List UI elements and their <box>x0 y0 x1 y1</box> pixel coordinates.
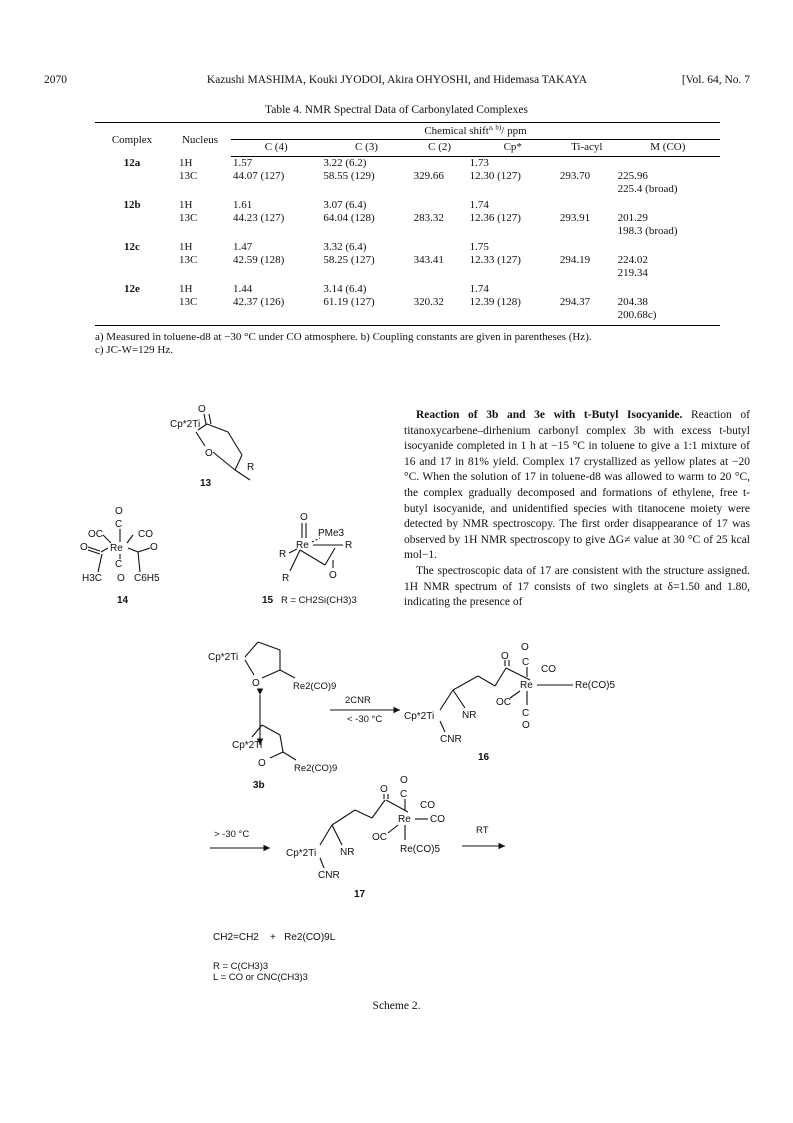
cell-c4: 42.59 (128) <box>233 254 285 266</box>
svg-text:O: O <box>329 570 337 581</box>
cell-tiacyl: 293.91 <box>559 212 591 224</box>
svg-text:O: O <box>522 720 530 731</box>
svg-text:O: O <box>380 784 388 795</box>
compound-label: 3b <box>253 780 265 791</box>
cell-nucleus: 13C <box>179 170 198 182</box>
cell-nucleus: 13C <box>179 296 198 308</box>
svg-text:O: O <box>300 512 308 523</box>
compound-13 <box>170 404 254 489</box>
paragraph: Reaction of 3b and 3e with t-Butyl Isocyanide. Reaction of titanoxycarbene–dirhenium carbonyl complex 3b with excess t-butyl isocyanide completed in 1 h at −15 °C in toluene to give a 1:1 mixture of 16 and 17 in 81% yield. Complex 17 crystallized as yellow plates at −20 °C. When the solution of 17 in toluene-d8 was allowed to warm to 20 °C, the complex gradually decomposed and formations of ethylene, free t-butyl isocyanide, and unidentified species with titanocene moiety were detected by NMR spectroscopy. The first order disappearance of 17 was observed by 1H NMR spectroscopy to give ΔG≠ value at 30 °C of 25 kcal mol−1. <box>404 409 750 562</box>
svg-text:CNR: CNR <box>318 870 340 881</box>
compound-16 <box>404 642 615 763</box>
r-definition: R = C(CH3)3 <box>213 961 269 972</box>
cell-complex: 12b <box>123 199 141 211</box>
table-caption: Table 4. NMR Spectral Data of Carbonylated Complexes <box>265 104 528 116</box>
cell-cp: 12.30 (127) <box>469 170 521 182</box>
svg-text:R: R <box>247 462 255 473</box>
svg-text:Cp*2Ti: Cp*2Ti <box>404 711 435 722</box>
svg-text:C: C <box>115 559 123 570</box>
subcol: C (4) <box>231 140 321 157</box>
reaction-arrow-1 <box>330 695 400 725</box>
cell-cp: 1.74 <box>469 283 489 295</box>
cell-c3: 3.14 (6.4) <box>323 283 367 295</box>
svg-text:O: O <box>501 651 509 662</box>
reaction-arrow-2 <box>210 829 270 848</box>
compound-label: 13 <box>200 478 212 489</box>
svg-text:O: O <box>198 404 206 415</box>
svg-text:O: O <box>80 542 88 553</box>
cell-c2: 343.41 <box>413 254 444 266</box>
cell-nucleus: 1H <box>179 199 193 211</box>
cell-complex: 12e <box>124 283 140 295</box>
subcol: Cp* <box>468 140 558 157</box>
cell-c4: 1.44 <box>233 283 253 295</box>
cell-tiacyl: 293.70 <box>559 170 591 182</box>
svg-text:O: O <box>117 573 125 584</box>
page-number: 2070 <box>44 74 67 86</box>
svg-text:Re: Re <box>520 680 533 691</box>
svg-text:PMe3: PMe3 <box>318 528 345 539</box>
compound-label: 15 <box>262 595 274 606</box>
subcol: Ti-acyl <box>558 140 616 157</box>
compound-label: 17 <box>354 889 366 900</box>
cell-cp: 12.36 (127) <box>469 212 521 224</box>
cell-mco: 201.29 <box>617 212 648 224</box>
col-nucleus: Nucleus <box>169 123 231 157</box>
cell-c3: 3.32 (6.4) <box>323 241 367 253</box>
cell-c4: 1.57 <box>233 157 253 169</box>
compound-15 <box>262 512 357 606</box>
products <box>213 932 336 983</box>
svg-text:C: C <box>522 657 530 668</box>
svg-text:Re: Re <box>110 543 123 554</box>
col-complex: Complex <box>95 123 169 157</box>
cp-ti-label: Cp*2Ti <box>208 652 239 663</box>
scheme-caption: Scheme 2. <box>372 1000 421 1012</box>
cell-cp: 1.73 <box>469 157 489 169</box>
reaction-arrow-3 <box>462 825 505 846</box>
cell-complex: 12a <box>123 156 141 169</box>
cell-mco: 224.02 <box>617 254 648 266</box>
svg-text:2CNR: 2CNR <box>345 695 371 706</box>
svg-text:R: R <box>345 540 353 551</box>
cell-c3: 64.04 (128) <box>323 212 375 224</box>
svg-text:OC: OC <box>496 697 511 708</box>
svg-text:C: C <box>522 708 530 719</box>
cell-cp: 12.33 (127) <box>469 254 521 266</box>
svg-text:C6H5: C6H5 <box>134 573 160 584</box>
svg-text:O: O <box>115 506 123 517</box>
svg-text:RT: RT <box>476 825 489 836</box>
cell-c3: 58.25 (127) <box>323 254 375 266</box>
cell-c4: 42.37 (126) <box>233 296 285 308</box>
svg-text:O: O <box>150 542 158 553</box>
svg-text:R: R <box>279 549 287 560</box>
svg-text:> -30 °C: > -30 °C <box>214 829 250 840</box>
svg-text:O: O <box>205 448 213 459</box>
cell-c4: 44.07 (127) <box>233 170 285 182</box>
svg-text:CH2=CH2 + Re2(CO)9L: CH2=CH2 + Re2(CO)9L <box>213 932 336 943</box>
svg-text:H3C: H3C <box>82 573 103 584</box>
subcol: C (2) <box>412 140 468 157</box>
svg-text:O: O <box>252 678 260 689</box>
compound-17 <box>286 775 445 900</box>
cell-nucleus: 13C <box>179 212 198 224</box>
svg-text:NR: NR <box>340 847 355 858</box>
svg-text:OC: OC <box>372 832 387 843</box>
cell-mco: 198.3 (broad) <box>617 225 678 237</box>
cell-nucleus: 1H <box>179 156 193 169</box>
svg-text:CO: CO <box>138 529 153 540</box>
svg-text:CO: CO <box>430 814 445 825</box>
compound-label: 16 <box>478 752 490 763</box>
volume-info: [Vol. 64, No. 7 <box>681 74 750 86</box>
cell-nucleus: 1H <box>179 241 193 253</box>
svg-text:CO: CO <box>541 664 556 675</box>
footnote: c) JC-W=129 Hz. <box>95 344 173 356</box>
svg-text:NR: NR <box>462 710 477 721</box>
svg-text:O: O <box>400 775 408 786</box>
cp-ti-label: Cp*2Ti <box>170 419 201 430</box>
r-definition: R = CH2Si(CH3)3 <box>281 595 357 606</box>
cell-complex: 12c <box>124 241 140 253</box>
cell-c4: 1.47 <box>233 241 253 253</box>
svg-text:Re(CO)5: Re(CO)5 <box>575 680 616 691</box>
cell-cp: 1.75 <box>469 241 489 253</box>
cell-mco: 225.4 (broad) <box>617 183 678 195</box>
cell-cp: 12.39 (128) <box>469 296 521 308</box>
section-heading: Reaction of 3b and 3e with t-Butyl Isocyanide. <box>416 409 683 421</box>
compound-14 <box>80 506 160 606</box>
cell-c3: 61.19 (127) <box>323 296 375 308</box>
cell-mco: 225.96 <box>617 170 648 182</box>
footnote: a) Measured in toluene-d8 at −30 °C under CO atmosphere. b) Coupling constants are given in parentheses (Hz). <box>95 331 592 343</box>
cell-tiacyl: 294.37 <box>559 296 591 308</box>
svg-text:< -30 °C: < -30 °C <box>347 714 383 725</box>
cell-nucleus: 13C <box>179 254 198 266</box>
cell-tiacyl: 294.19 <box>559 254 591 266</box>
subcol: C (3) <box>321 140 411 157</box>
cell-c3: 3.22 (6.2) <box>323 157 367 169</box>
svg-text:Cp*2Ti: Cp*2Ti <box>286 848 317 859</box>
svg-text:Cp*2Ti: Cp*2Ti <box>232 740 263 751</box>
svg-text:O: O <box>521 642 529 653</box>
cell-c4: 1.61 <box>233 199 253 211</box>
l-definition: L = CO or CNC(CH3)3 <box>213 972 308 983</box>
svg-text:Re(CO)5: Re(CO)5 <box>400 844 441 855</box>
cell-c3: 3.07 (6.4) <box>323 199 367 211</box>
cell-c2: 320.32 <box>413 296 444 308</box>
cell-mco: 200.68c) <box>616 309 720 326</box>
svg-text:O: O <box>258 758 266 769</box>
cell-c3: 58.55 (129) <box>323 170 375 182</box>
svg-text:R: R <box>282 573 290 584</box>
compound-label: 14 <box>117 595 129 606</box>
running-authors: Kazushi MASHIMA, Kouki JYODOI, Akira OHYOSHI, and Hidemasa TAKAYA <box>206 74 588 86</box>
svg-text:CNR: CNR <box>440 734 462 745</box>
cell-mco: 219.34 <box>617 267 648 279</box>
svg-text:Re: Re <box>398 814 411 825</box>
svg-text:CO: CO <box>420 800 435 811</box>
subcol: M (CO) <box>616 140 720 157</box>
cell-c2: 283.32 <box>413 212 444 224</box>
paragraph: The spectroscopic data of 17 are consistent with the structure assigned. 1H NMR spectrum of 17 consists of two singlets at δ=1.50 and 1.80, indicating the presence of <box>404 564 750 609</box>
svg-text:C: C <box>400 789 408 800</box>
col-chemical-shift: Chemical shift$^{a, b)}$/ ppm <box>231 123 720 140</box>
svg-text:Re2(CO)9: Re2(CO)9 <box>293 681 337 692</box>
svg-text:C: C <box>115 519 123 530</box>
svg-text:OC: OC <box>88 529 103 540</box>
cell-c2: 329.66 <box>413 170 444 182</box>
svg-text:Re: Re <box>296 540 309 551</box>
cell-cp: 1.74 <box>469 199 489 211</box>
svg-text:Re2(CO)9: Re2(CO)9 <box>294 763 338 774</box>
cell-c4: 44.23 (127) <box>233 212 285 224</box>
cell-mco: 204.38 <box>617 296 648 308</box>
cell-nucleus: 1H <box>179 283 193 295</box>
